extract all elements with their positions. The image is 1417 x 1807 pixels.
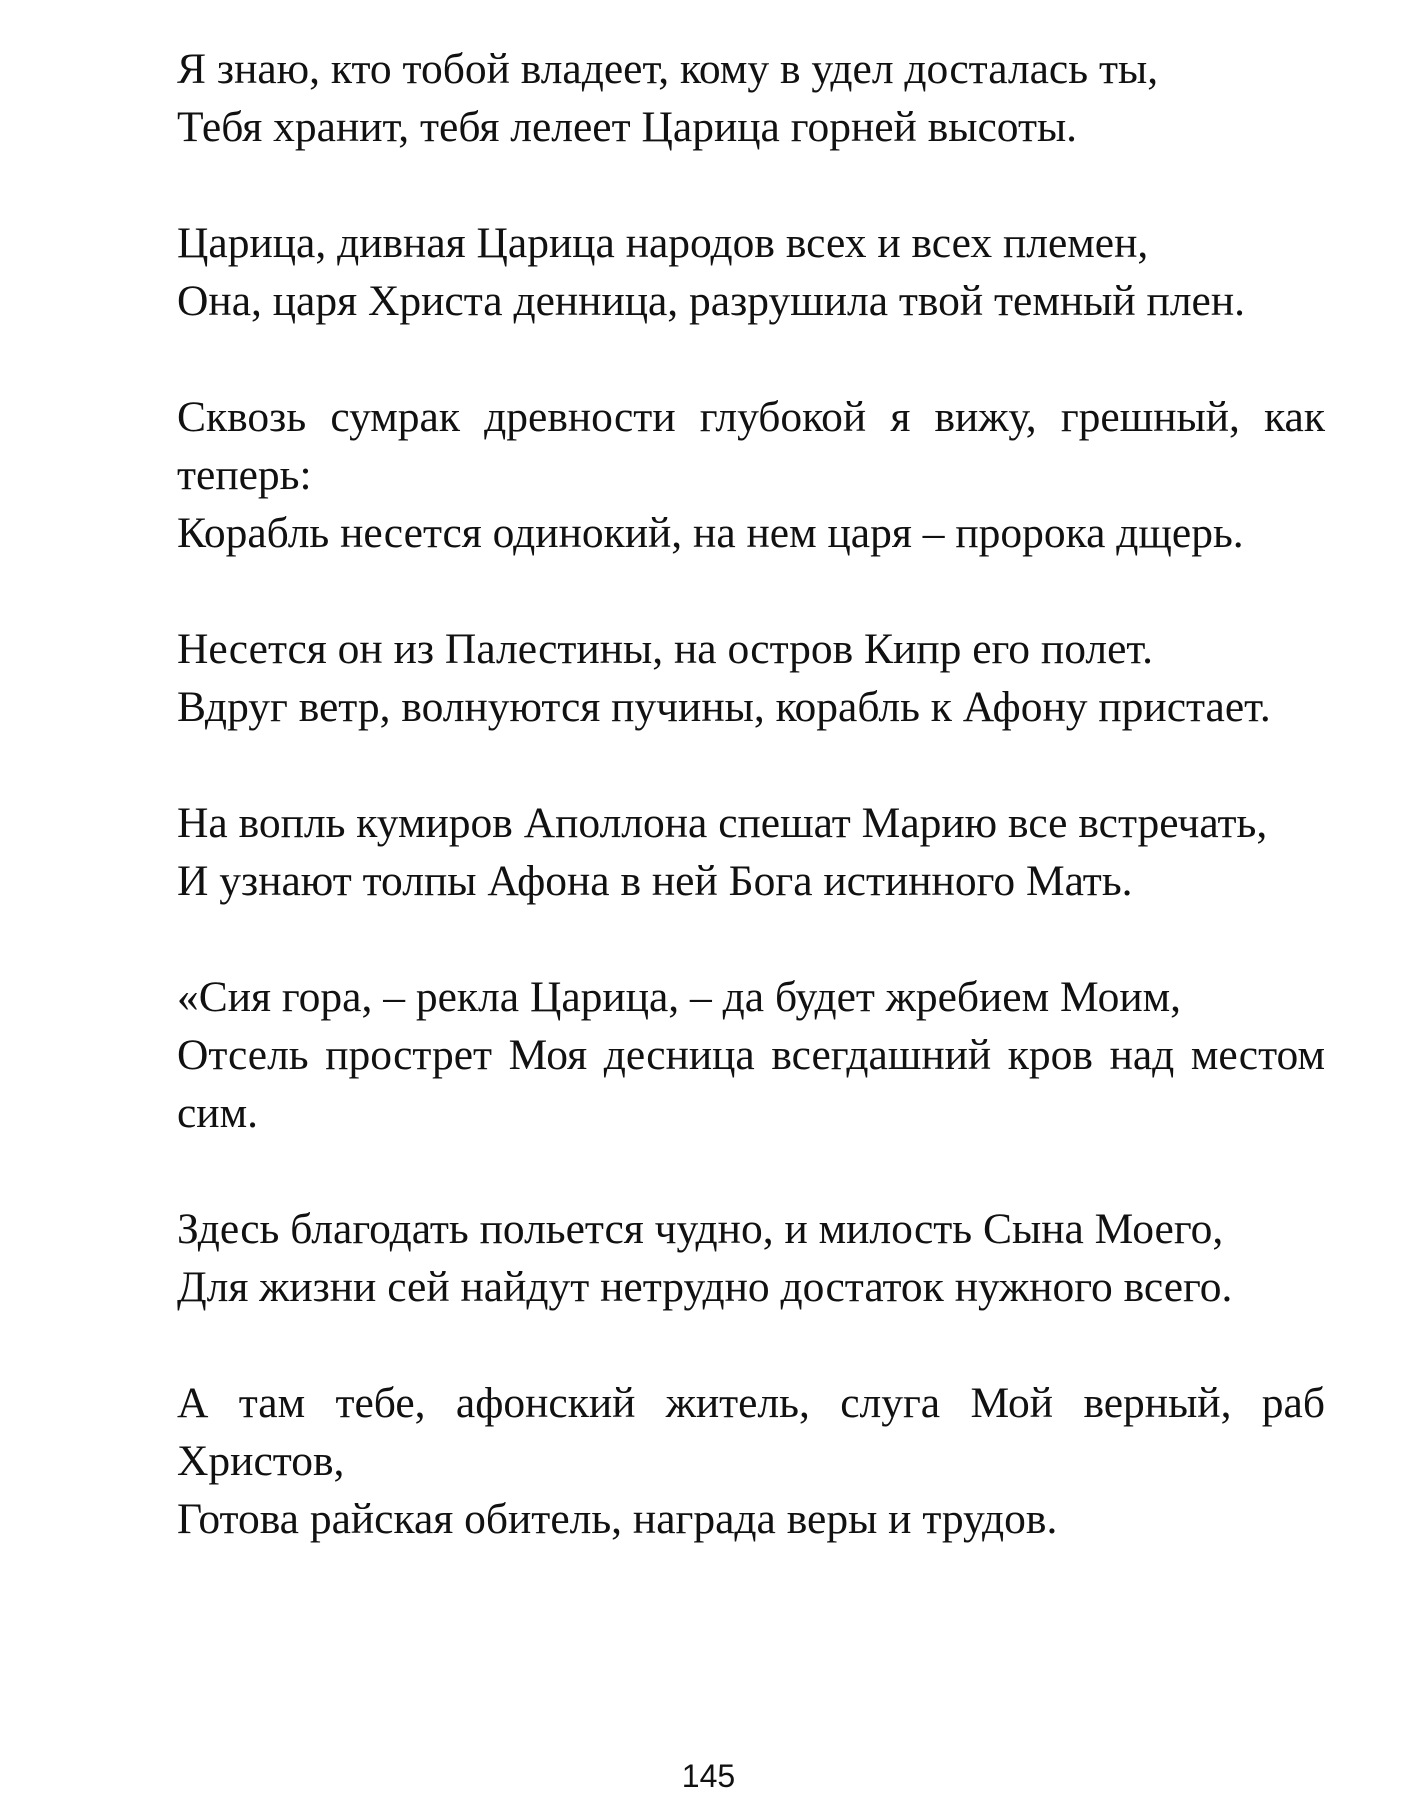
stanza-7 <box>177 1200 1325 1316</box>
verse-line: На вопль кумиров Аполлона спешат Марию все встречать, <box>177 799 1268 847</box>
stanza-1 <box>177 40 1325 156</box>
stanza-4 <box>177 620 1325 736</box>
poem-body <box>177 40 1325 1606</box>
verse-line: Корабль несется одинокий, на нем царя – пророка дщерь. <box>177 509 1244 557</box>
verse-line: Вдруг ветр, волнуются пучины, корабль к Афону пристает. <box>177 683 1271 731</box>
verse-line: Она, царя Христа денница, разрушила твой темный плен. <box>177 277 1246 325</box>
verse-line: Здесь благодать польется чудно, и милость Сына Моего, <box>177 1205 1224 1253</box>
verse-line: Царица, дивная Царица народов всех и всех племен, <box>177 219 1149 267</box>
verse-line: «Сия гора, – рекла Царица, – да будет жребием Моим, <box>177 973 1182 1021</box>
page-number: 145 <box>681 1758 736 1794</box>
stanza-3 <box>177 388 1325 562</box>
stanza-8 <box>177 1374 1325 1548</box>
verse-line: А там тебе, афонский житель, слуга Мой верный, раб Христов, <box>177 1379 1325 1485</box>
verse-line: И узнают толпы Афона в ней Бога истинного Мать. <box>177 857 1133 905</box>
verse-line: Готова райская обитель, награда веры и трудов. <box>177 1495 1058 1543</box>
stanza-5 <box>177 794 1325 910</box>
verse-line: Я знаю, кто тобой владеет, кому в удел досталась ты, <box>177 45 1159 93</box>
verse-line: Отсель прострет Моя десница всегдашний кров над местом сим. <box>177 1031 1325 1137</box>
stanza-2 <box>177 214 1325 330</box>
stanza-6 <box>177 968 1325 1142</box>
verse-line: Тебя хранит, тебя лелеет Царица горней высоты. <box>177 103 1078 151</box>
verse-line: Сквозь сумрак древности глубокой я вижу, грешный, как теперь: <box>177 393 1325 499</box>
verse-line: Несется он из Палестины, на остров Кипр его полет. <box>177 625 1154 673</box>
verse-line: Для жизни сей найдут нетрудно достаток нужного всего. <box>177 1263 1233 1311</box>
